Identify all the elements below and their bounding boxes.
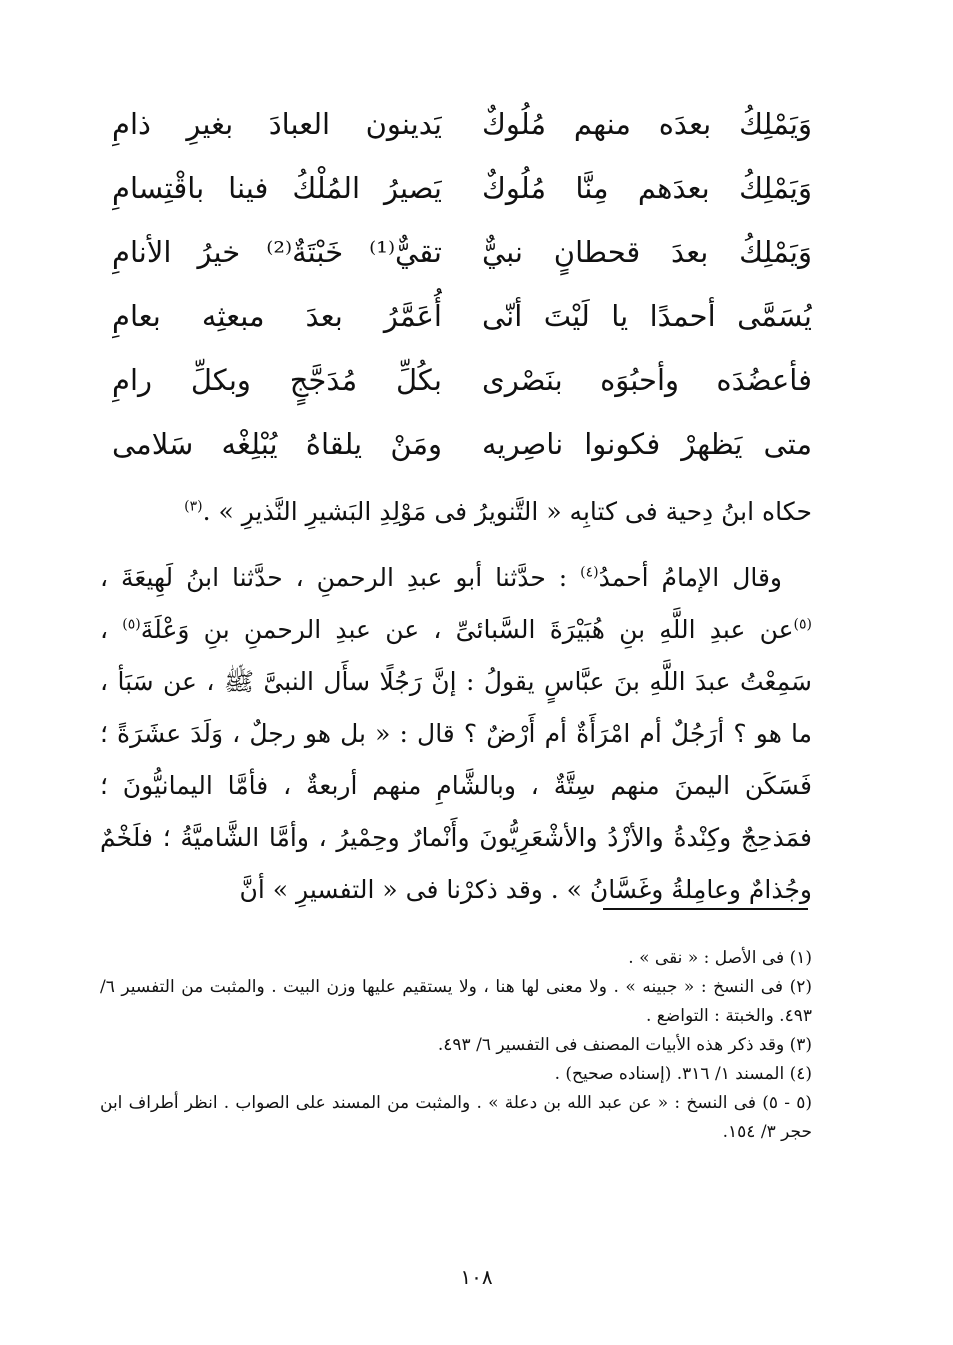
footnote: (٢) فى النسخ : « جبينه » . ولا معنى لها هنا ، ولا يستقيم عليها وزن البيت . والمثبت من التفسير ٦/ ٤٩٣. والخبتة : التواضع . — [100, 977, 812, 1026]
footnote-marker: (٥) — [793, 616, 813, 633]
footnote-marker: (٥) — [122, 616, 141, 633]
footnote-marker: (٣) — [184, 498, 203, 515]
verse-line — [112, 284, 812, 348]
verse-second-hemistich: أُعَمَّرُ بعدَ مبعثِه بعامِ — [112, 299, 442, 333]
body-text-segment: ، سَمِعْتُ عبدَ اللَّهِ بنَ عبَّاسٍ يقولُ : إنَّ رَجُلًا سأَل النبىَّ ﷺ ، عن سَبَأ ، ما هو ؟ أرَجُلٌ أم امْرَأَةٌ أم أَرْضٌ ؟ قال : « بل هو رجلٌ ، وَلَدَ عشَرَةً ؛ فَسَكَن اليمنَ منهم سِتَّةٌ ، وبالشَّامِ منهم أربعةٌ ، فأمَّا اليمانيُّونَ ؛ فمَذحِجٌ وكِنْدةُ والأزْدُ والأشْعَرِيُّونَ وأَنْمارٌ وحِمْيرُ ، وأمَّا الشَّاميَّةُ ؛ فلَخْمٌ وجُذامٌ وعامِلةُ وغَسَّانُ » . وقد ذكرْنا فى « التفسيرِ » أنَّ — [100, 615, 812, 904]
verse-second-hemistich: يَدينون العبادَ بغيرِ ذامِ — [112, 107, 442, 141]
verse-line — [112, 92, 812, 156]
attribution-text: حكاه ابنُ دِحية فى كتابِه « التَّنويرُ فى مَوْلِدِ البَشيرِ النَّذيرِ » . — [202, 497, 812, 526]
verse-second-hemistich: بكُلِّ مُدَجَّجٍ وبكلِّ رامِ — [112, 363, 442, 397]
verse-line — [112, 348, 812, 412]
footnote-divider — [603, 908, 808, 910]
footnote: (٤) المسند ١/ ٣١٦. (إسناده صحيح) . — [554, 1064, 812, 1084]
verse-first-hemistich: يُسَمَّى أحمدًا يا لَيْتَ أنّى — [482, 299, 812, 333]
attribution-line — [184, 486, 812, 538]
footnote: (٥ - ٥) فى النسخ : « عن عبد الله بن دعلة » . والمثبت من المسند على الصواب . انظر أطراف ابن حجر ٣/ ١٥٤. — [100, 1093, 812, 1142]
poem-block — [112, 92, 812, 476]
verse-first-hemistich: متى يَظهرْ فكونوا ناصِريه — [482, 427, 812, 461]
verse-first-hemistich: فأعضُدَه وأحبُوَه بنَصْرى — [482, 363, 812, 397]
verse-line — [112, 156, 812, 220]
footnotes-section — [100, 944, 812, 1147]
footnote: (٣) وقد ذكر هذه الأبيات المصنف فى التفسير ٦/ ٤٩٣. — [437, 1035, 812, 1055]
verse-first-hemistich: وَيَمْلِكُ بعدَه منهم مُلُوكٌ — [482, 107, 812, 141]
body-text-segment: عن عبدِ اللَّهِ بنِ هُبَيْرَةَ السَّبائىِّ ، عن عبدِ الرحمنِ بنِ وَعْلَةَ — [140, 615, 794, 644]
verse-first-hemistich: وَيَمْلِكُ بعدَهم مِنَّا مُلُوكٌ — [482, 171, 812, 205]
verse-second-hemistich: تقيٌّ⁽¹⁾ خَبْتَةٌ⁽²⁾ خيرُ الأنامِ — [112, 235, 442, 269]
body-paragraph — [100, 552, 812, 916]
page-number: ١٠٨ — [460, 1265, 493, 1289]
body-text-segment: : حدَّثنا أبو عبدِ الرحمنِ ، حدَّثنا ابنُ لَهِيعَةَ ، — [100, 563, 581, 592]
verse-line — [112, 220, 812, 284]
verse-second-hemistich: يَصيرُ المُلْكُ فينا باقْتِسامِ — [112, 171, 442, 205]
verse-line — [112, 412, 812, 476]
footnote: (١) فى الأصل : « نقى » . — [628, 948, 812, 968]
paragraph-text — [100, 552, 812, 916]
verse-first-hemistich: وَيَمْلِكُ بعدَ قحطانٍ نبيٌّ — [482, 235, 812, 269]
body-text-segment: وقال الإمامُ أحمدُ — [598, 563, 782, 592]
footnote-marker: (٤) — [580, 564, 599, 581]
verse-second-hemistich: ومَنْ يلقاهُ يُبْلِغْه سَلامى — [112, 427, 442, 461]
